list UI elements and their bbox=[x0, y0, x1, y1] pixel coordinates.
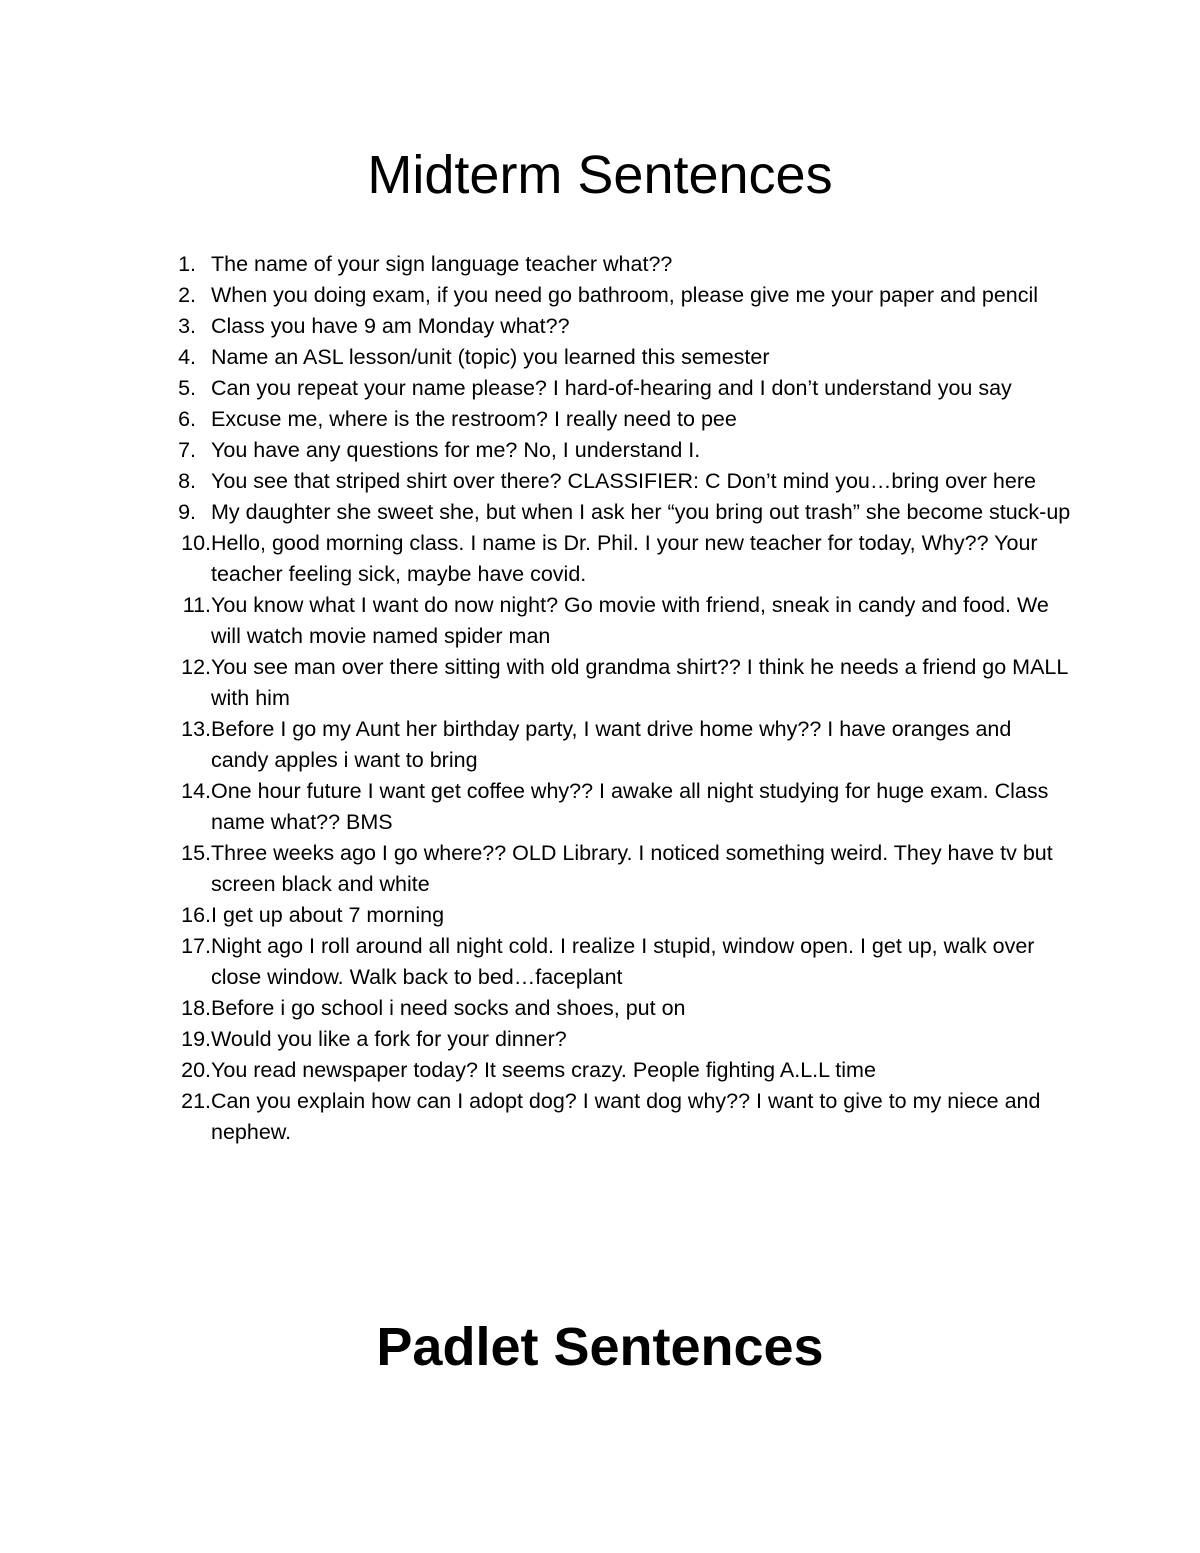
list-item bbox=[0, 528, 1071, 590]
sentence-list bbox=[0, 249, 1200, 1148]
item-text: You see man over there sitting with old grandma shirt?? I think he needs a friend go MALL with him bbox=[211, 655, 1068, 710]
page-title: Midterm Sentences bbox=[367, 145, 833, 205]
item-text: Can you explain how can I adopt dog? I want dog why?? I want to give to my niece and nephew. bbox=[211, 1089, 1041, 1144]
list-item bbox=[0, 590, 1071, 652]
item-number: 11. bbox=[182, 593, 211, 617]
list-item bbox=[0, 342, 1071, 373]
list-item bbox=[0, 1086, 1071, 1148]
list-item bbox=[0, 900, 1071, 931]
item-number: 18. bbox=[181, 996, 211, 1020]
item-number: 14. bbox=[181, 779, 211, 803]
item-text: Can you repeat your name please? I hard-of-hearing and I don’t understand you say bbox=[211, 376, 1012, 400]
item-number: 21. bbox=[181, 1089, 211, 1113]
item-number: 15. bbox=[181, 841, 211, 865]
item-text: The name of your sign language teacher what?? bbox=[211, 252, 673, 276]
item-number: 6. bbox=[178, 407, 196, 431]
list-item bbox=[0, 249, 1071, 280]
list-item bbox=[0, 466, 1071, 497]
item-text: One hour future I want get coffee why?? I awake all night studying for huge exam. Class name what?? BMS bbox=[211, 779, 1049, 834]
item-text: I get up about 7 morning bbox=[211, 903, 445, 927]
list-item bbox=[0, 280, 1071, 311]
list-item bbox=[0, 714, 1071, 776]
item-number: 7. bbox=[178, 438, 196, 462]
list-item bbox=[0, 1055, 1071, 1086]
list-item bbox=[0, 931, 1071, 993]
list-item bbox=[0, 776, 1071, 838]
item-text: Name an ASL lesson/unit (topic) you learned this semester bbox=[211, 345, 770, 369]
list-item bbox=[0, 373, 1071, 404]
item-text: Hello, good morning class. I name is Dr. Phil. I your new teacher for today, Why?? Your teacher feeling sick, maybe have covid. bbox=[211, 531, 1038, 586]
list-item bbox=[0, 1024, 1071, 1055]
item-number: 12. bbox=[181, 655, 211, 679]
item-number: 10. bbox=[181, 531, 211, 555]
item-text: You know what I want do now night? Go movie with friend, sneak in candy and food. We will watch movie named spider man bbox=[211, 593, 1049, 648]
list-item bbox=[0, 311, 1071, 342]
list-item bbox=[0, 652, 1071, 714]
item-text: Before i go school i need socks and shoes, put on bbox=[211, 996, 686, 1020]
item-text: Night ago I roll around all night cold. I realize I stupid, window open. I get up, walk over close window. Walk back to bed…faceplant bbox=[211, 934, 1035, 989]
list-item bbox=[0, 497, 1071, 528]
item-text: My daughter she sweet she, but when I ask her “you bring out trash” she become stuck-up bbox=[211, 500, 1071, 524]
item-text: You read newspaper today? It seems crazy. People fighting A.L.L time bbox=[211, 1058, 876, 1082]
item-number: 16. bbox=[181, 903, 211, 927]
item-text: Three weeks ago I go where?? OLD Library. I noticed something weird. They have tv but screen black and white bbox=[211, 841, 1053, 896]
item-number: 9. bbox=[178, 500, 196, 524]
list-item bbox=[0, 404, 1071, 435]
item-number: 2. bbox=[178, 283, 196, 307]
item-text: Excuse me, where is the restroom? I really need to pee bbox=[211, 407, 737, 431]
item-number: 19. bbox=[181, 1027, 211, 1051]
item-number: 4. bbox=[178, 345, 196, 369]
item-text: You see that striped shirt over there? CLASSIFIER: C Don’t mind you…bring over here bbox=[211, 469, 1036, 493]
item-number: 5. bbox=[178, 376, 196, 400]
item-text: Before I go my Aunt her birthday party, I want drive home why?? I have oranges and candy apples i want to bring bbox=[211, 717, 1012, 772]
list-item bbox=[0, 838, 1071, 900]
item-number: 1. bbox=[178, 252, 196, 276]
list-item bbox=[0, 435, 1071, 466]
item-number: 20. bbox=[181, 1058, 211, 1082]
item-text: Would you like a fork for your dinner? bbox=[211, 1027, 567, 1051]
item-text: Class you have 9 am Monday what?? bbox=[211, 314, 570, 338]
list-item bbox=[0, 993, 1071, 1024]
item-number: 8. bbox=[178, 469, 196, 493]
item-text: You have any questions for me? No, I understand I. bbox=[211, 438, 701, 462]
item-number: 3. bbox=[178, 314, 196, 338]
section-title: Padlet Sentences bbox=[376, 1317, 824, 1377]
item-number: 13. bbox=[181, 717, 211, 741]
item-text: When you doing exam, if you need go bathroom, please give me your paper and pencil bbox=[211, 283, 1039, 307]
item-number: 17. bbox=[181, 934, 211, 958]
